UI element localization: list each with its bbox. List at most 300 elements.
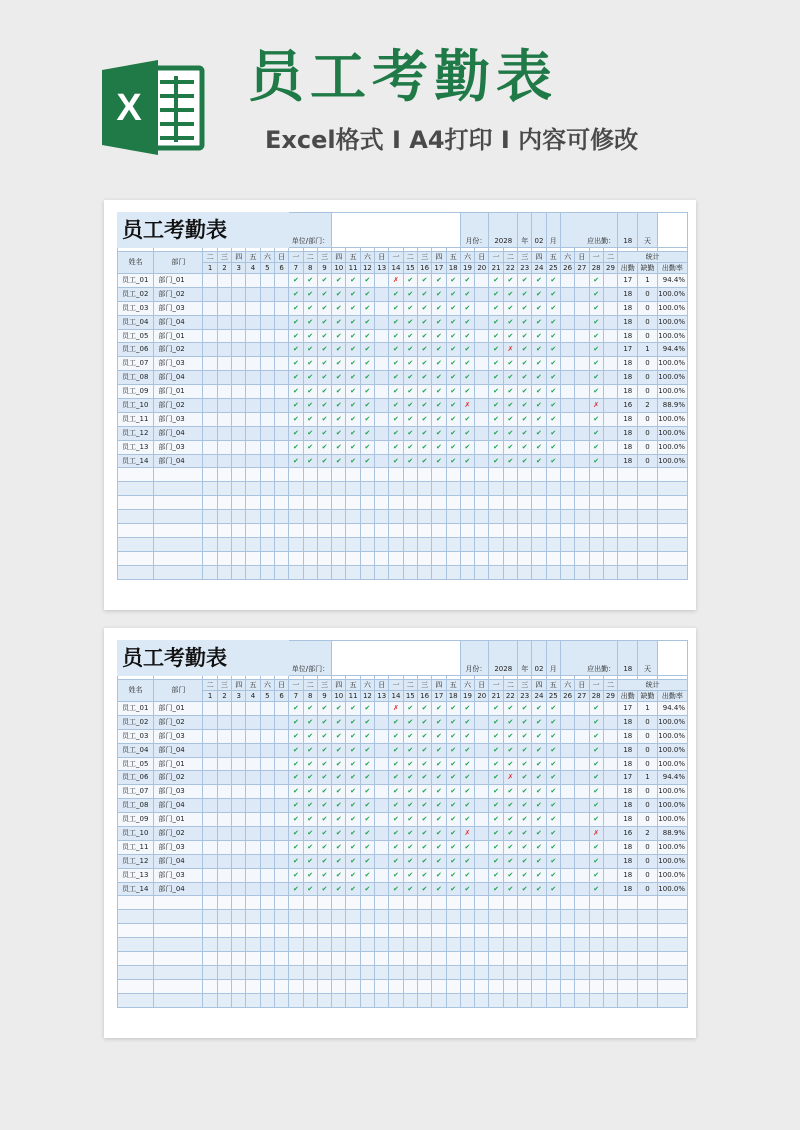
present-mark: ✔ — [360, 412, 374, 426]
present-mark: ✔ — [546, 799, 560, 813]
present-mark: ✔ — [317, 840, 331, 854]
present-mark: ✔ — [432, 757, 446, 771]
attendance-rate: 100.0% — [657, 315, 687, 329]
empty-cell — [560, 537, 574, 551]
empty-cell — [217, 993, 231, 1007]
day-cell — [560, 440, 574, 454]
present-mark: ✔ — [332, 799, 346, 813]
empty-cell — [274, 979, 288, 993]
present-mark: ✔ — [546, 343, 560, 357]
present-mark: ✔ — [332, 702, 346, 716]
empty-cell — [375, 965, 389, 979]
present-mark: ✔ — [518, 440, 532, 454]
present-mark: ✔ — [460, 854, 474, 868]
employee-dept: 部门_01 — [154, 757, 203, 771]
present-mark: ✔ — [532, 454, 546, 468]
empty-cell — [346, 965, 360, 979]
stat-absent-header: 缺勤 — [638, 691, 657, 702]
empty-cell — [460, 910, 474, 924]
day-number: 27 — [575, 263, 589, 274]
present-count: 18 — [618, 729, 638, 743]
weekday-label: 六 — [560, 680, 574, 691]
empty-cell — [475, 938, 489, 952]
empty-cell — [475, 482, 489, 496]
attendance-table — [117, 640, 688, 1008]
day-cell — [203, 399, 217, 413]
day-cell — [274, 371, 288, 385]
employee-name: 员工_02 — [118, 287, 154, 301]
empty-cell — [154, 938, 203, 952]
weekday-label: 一 — [389, 252, 403, 263]
present-mark: ✔ — [389, 385, 403, 399]
present-mark: ✔ — [303, 440, 317, 454]
present-mark: ✔ — [446, 412, 460, 426]
present-mark: ✔ — [417, 771, 431, 785]
empty-cell — [638, 938, 657, 952]
weekday-label: 四 — [432, 252, 446, 263]
day-cell — [603, 840, 617, 854]
attendance-rate: 100.0% — [657, 757, 687, 771]
empty-cell — [603, 565, 617, 579]
present-mark: ✔ — [503, 868, 517, 882]
present-count: 18 — [618, 715, 638, 729]
present-mark: ✔ — [489, 454, 503, 468]
present-mark: ✔ — [518, 274, 532, 288]
present-mark: ✔ — [432, 799, 446, 813]
day-cell — [260, 385, 274, 399]
empty-cell — [638, 896, 657, 910]
empty-cell — [489, 910, 503, 924]
present-mark: ✔ — [460, 301, 474, 315]
empty-cell — [303, 993, 317, 1007]
day-cell — [260, 854, 274, 868]
present-mark: ✔ — [432, 343, 446, 357]
day-cell — [232, 785, 246, 799]
employee-dept: 部门_01 — [154, 813, 203, 827]
present-mark: ✔ — [389, 840, 403, 854]
day-cell — [246, 702, 260, 716]
day-cell — [203, 799, 217, 813]
absent-mark: ✗ — [503, 771, 517, 785]
day-cell — [575, 868, 589, 882]
empty-cell — [332, 924, 346, 938]
attendance-rate: 100.0% — [657, 715, 687, 729]
empty-cell — [489, 468, 503, 482]
present-mark: ✔ — [546, 371, 560, 385]
attendance-rate: 100.0% — [657, 799, 687, 813]
present-mark: ✔ — [532, 315, 546, 329]
present-mark: ✔ — [503, 440, 517, 454]
present-mark: ✔ — [518, 357, 532, 371]
day-cell — [575, 343, 589, 357]
empty-cell — [417, 510, 431, 524]
weekday-label: 六 — [560, 252, 574, 263]
present-mark: ✔ — [360, 757, 374, 771]
empty-cell — [575, 524, 589, 538]
weekday-label: 五 — [246, 680, 260, 691]
absent-count: 0 — [638, 385, 657, 399]
present-mark: ✔ — [460, 757, 474, 771]
empty-cell — [460, 938, 474, 952]
day-cell — [603, 315, 617, 329]
present-mark: ✔ — [489, 412, 503, 426]
present-mark: ✔ — [460, 715, 474, 729]
employee-dept: 部门_03 — [154, 357, 203, 371]
empty-cell — [560, 468, 574, 482]
present-mark: ✔ — [417, 301, 431, 315]
weekday-label: 二 — [303, 252, 317, 263]
empty-cell — [618, 965, 638, 979]
day-cell — [203, 882, 217, 896]
empty-cell — [332, 537, 346, 551]
year-unit: 年 — [518, 213, 532, 248]
present-mark: ✔ — [389, 813, 403, 827]
empty-row — [118, 565, 688, 579]
unit-label: 单位/部门： — [289, 213, 332, 248]
present-mark: ✔ — [303, 274, 317, 288]
present-mark: ✔ — [503, 329, 517, 343]
employee-row — [118, 743, 688, 757]
stat-absent-header: 缺勤 — [638, 263, 657, 274]
empty-row — [118, 993, 688, 1007]
empty-cell — [518, 482, 532, 496]
weekday-label: 日 — [375, 680, 389, 691]
empty-cell — [154, 551, 203, 565]
present-mark: ✔ — [403, 329, 417, 343]
day-cell — [274, 287, 288, 301]
present-mark: ✔ — [503, 715, 517, 729]
absent-count: 0 — [638, 426, 657, 440]
present-mark: ✔ — [446, 454, 460, 468]
present-mark: ✔ — [289, 412, 303, 426]
empty-cell — [332, 468, 346, 482]
present-mark: ✔ — [532, 274, 546, 288]
empty-cell — [217, 965, 231, 979]
day-cell — [260, 868, 274, 882]
present-mark: ✔ — [360, 729, 374, 743]
empty-cell — [460, 896, 474, 910]
present-mark: ✔ — [332, 771, 346, 785]
day-cell — [232, 757, 246, 771]
empty-cell — [232, 482, 246, 496]
empty-cell — [232, 979, 246, 993]
empty-cell — [489, 965, 503, 979]
day-cell — [375, 840, 389, 854]
present-mark: ✔ — [589, 426, 603, 440]
empty-cell — [518, 924, 532, 938]
present-mark: ✔ — [518, 301, 532, 315]
empty-cell — [589, 524, 603, 538]
day-cell — [260, 757, 274, 771]
present-mark: ✔ — [303, 799, 317, 813]
empty-row — [118, 524, 688, 538]
present-mark: ✔ — [432, 329, 446, 343]
empty-cell — [638, 496, 657, 510]
empty-cell — [618, 993, 638, 1007]
empty-cell — [346, 482, 360, 496]
empty-cell — [618, 952, 638, 966]
day-cell — [375, 371, 389, 385]
present-mark: ✔ — [446, 274, 460, 288]
employee-dept: 部门_03 — [154, 868, 203, 882]
empty-cell — [518, 938, 532, 952]
present-mark: ✔ — [417, 827, 431, 841]
day-cell — [274, 715, 288, 729]
empty-cell — [389, 496, 403, 510]
day-number: 4 — [246, 691, 260, 702]
attend-unit: 天 — [638, 641, 657, 676]
present-mark: ✔ — [389, 440, 403, 454]
empty-cell — [274, 524, 288, 538]
present-mark: ✔ — [360, 440, 374, 454]
empty-cell — [289, 910, 303, 924]
day-number-row — [118, 691, 688, 702]
empty-cell — [118, 938, 154, 952]
empty-cell — [417, 965, 431, 979]
empty-cell — [417, 979, 431, 993]
day-cell — [603, 329, 617, 343]
empty-cell — [575, 510, 589, 524]
empty-cell — [460, 482, 474, 496]
present-mark: ✔ — [518, 399, 532, 413]
present-mark: ✔ — [303, 315, 317, 329]
day-cell — [560, 771, 574, 785]
empty-cell — [618, 510, 638, 524]
empty-cell — [346, 551, 360, 565]
present-mark: ✔ — [332, 715, 346, 729]
empty-cell — [589, 468, 603, 482]
present-mark: ✔ — [518, 743, 532, 757]
present-mark: ✔ — [518, 868, 532, 882]
empty-cell — [217, 482, 231, 496]
present-mark: ✔ — [489, 287, 503, 301]
empty-cell — [575, 565, 589, 579]
empty-cell — [274, 565, 288, 579]
empty-cell — [317, 551, 331, 565]
present-mark: ✔ — [303, 882, 317, 896]
employee-name: 员工_07 — [118, 785, 154, 799]
attendance-rate: 100.0% — [657, 385, 687, 399]
day-cell — [274, 840, 288, 854]
employee-name: 员工_09 — [118, 813, 154, 827]
empty-cell — [346, 924, 360, 938]
empty-cell — [246, 551, 260, 565]
attendance-rate: 100.0% — [657, 854, 687, 868]
sheet-title: 员工考勤表 — [118, 213, 289, 248]
empty-row — [118, 938, 688, 952]
present-mark: ✔ — [317, 813, 331, 827]
empty-cell — [638, 482, 657, 496]
present-mark: ✔ — [432, 315, 446, 329]
empty-cell — [317, 993, 331, 1007]
employee-dept: 部门_04 — [154, 426, 203, 440]
day-cell — [575, 287, 589, 301]
employee-dept: 部门_01 — [154, 385, 203, 399]
empty-cell — [289, 524, 303, 538]
day-cell — [260, 426, 274, 440]
empty-cell — [260, 896, 274, 910]
empty-cell — [260, 952, 274, 966]
day-cell — [217, 757, 231, 771]
present-mark: ✔ — [446, 715, 460, 729]
day-cell — [260, 287, 274, 301]
empty-cell — [289, 896, 303, 910]
weekday-label: 日 — [274, 680, 288, 691]
col-dept-header: 部门 — [154, 680, 203, 702]
empty-cell — [638, 537, 657, 551]
empty-cell — [203, 496, 217, 510]
empty-cell — [489, 524, 503, 538]
day-cell — [203, 426, 217, 440]
empty-cell — [475, 979, 489, 993]
weekday-label: 一 — [289, 680, 303, 691]
empty-cell — [460, 924, 474, 938]
empty-cell — [446, 496, 460, 510]
employee-dept: 部门_01 — [154, 329, 203, 343]
day-cell — [203, 343, 217, 357]
present-mark: ✔ — [489, 274, 503, 288]
day-cell — [232, 426, 246, 440]
day-cell — [603, 399, 617, 413]
present-mark: ✔ — [346, 785, 360, 799]
present-mark: ✔ — [532, 799, 546, 813]
present-mark: ✔ — [460, 840, 474, 854]
empty-cell — [638, 510, 657, 524]
present-mark: ✔ — [446, 743, 460, 757]
day-cell — [274, 785, 288, 799]
present-mark: ✔ — [489, 729, 503, 743]
empty-cell — [317, 496, 331, 510]
present-count: 18 — [618, 426, 638, 440]
empty-cell — [360, 910, 374, 924]
present-mark: ✔ — [417, 385, 431, 399]
present-mark: ✔ — [332, 743, 346, 757]
day-number: 5 — [260, 691, 274, 702]
empty-cell — [203, 910, 217, 924]
present-mark: ✔ — [489, 743, 503, 757]
present-mark: ✔ — [460, 329, 474, 343]
col-name-header: 姓名 — [118, 680, 154, 702]
empty-cell — [532, 952, 546, 966]
unit-label: 单位/部门： — [289, 641, 332, 676]
empty-cell — [446, 537, 460, 551]
empty-cell — [432, 468, 446, 482]
present-mark: ✔ — [432, 715, 446, 729]
day-cell — [246, 743, 260, 757]
empty-cell — [618, 482, 638, 496]
present-mark: ✔ — [389, 715, 403, 729]
empty-cell — [118, 468, 154, 482]
day-number: 9 — [317, 691, 331, 702]
day-cell — [246, 813, 260, 827]
absent-mark: ✗ — [460, 827, 474, 841]
present-mark: ✔ — [360, 426, 374, 440]
day-cell — [246, 287, 260, 301]
day-number: 17 — [432, 691, 446, 702]
day-cell — [603, 287, 617, 301]
present-mark: ✔ — [532, 729, 546, 743]
day-cell — [575, 757, 589, 771]
empty-cell — [203, 551, 217, 565]
present-mark: ✔ — [332, 757, 346, 771]
empty-cell — [389, 965, 403, 979]
attendance-rate: 100.0% — [657, 412, 687, 426]
empty-cell — [460, 510, 474, 524]
empty-cell — [274, 496, 288, 510]
day-cell — [217, 813, 231, 827]
employee-name: 员工_11 — [118, 412, 154, 426]
empty-cell — [575, 979, 589, 993]
empty-cell — [460, 965, 474, 979]
present-mark: ✔ — [503, 454, 517, 468]
present-mark: ✔ — [303, 840, 317, 854]
day-cell — [274, 813, 288, 827]
empty-cell — [657, 496, 687, 510]
empty-cell — [638, 910, 657, 924]
empty-cell — [446, 910, 460, 924]
present-mark: ✔ — [546, 315, 560, 329]
present-mark: ✔ — [417, 343, 431, 357]
day-number: 12 — [360, 263, 374, 274]
empty-cell — [303, 551, 317, 565]
empty-cell — [432, 482, 446, 496]
present-mark: ✔ — [417, 813, 431, 827]
present-mark: ✔ — [332, 385, 346, 399]
present-mark: ✔ — [317, 702, 331, 716]
present-mark: ✔ — [289, 785, 303, 799]
day-cell — [217, 454, 231, 468]
present-mark: ✔ — [417, 854, 431, 868]
empty-cell — [118, 565, 154, 579]
weekday-label: 三 — [518, 680, 532, 691]
present-mark: ✔ — [389, 771, 403, 785]
empty-cell — [638, 468, 657, 482]
day-cell — [203, 813, 217, 827]
day-cell — [260, 329, 274, 343]
empty-cell — [375, 510, 389, 524]
day-cell — [203, 868, 217, 882]
day-cell — [475, 371, 489, 385]
day-cell — [274, 729, 288, 743]
present-mark: ✔ — [432, 840, 446, 854]
weekday-row — [118, 680, 688, 691]
present-mark: ✔ — [303, 357, 317, 371]
empty-cell — [603, 993, 617, 1007]
empty-cell — [589, 979, 603, 993]
empty-cell — [546, 938, 560, 952]
empty-cell — [346, 468, 360, 482]
empty-cell — [375, 952, 389, 966]
day-cell — [232, 329, 246, 343]
empty-cell — [154, 468, 203, 482]
present-mark: ✔ — [589, 840, 603, 854]
present-mark: ✔ — [303, 329, 317, 343]
absent-count: 1 — [638, 274, 657, 288]
empty-cell — [603, 510, 617, 524]
present-mark: ✔ — [389, 785, 403, 799]
day-cell — [560, 454, 574, 468]
empty-cell — [303, 510, 317, 524]
attend-value: 18 — [618, 641, 638, 676]
present-mark: ✔ — [289, 840, 303, 854]
employee-name: 员工_01 — [118, 274, 154, 288]
day-cell — [203, 729, 217, 743]
empty-cell — [475, 468, 489, 482]
attend-unit: 天 — [638, 213, 657, 248]
present-mark: ✔ — [289, 771, 303, 785]
present-mark: ✔ — [289, 371, 303, 385]
present-mark: ✔ — [432, 357, 446, 371]
